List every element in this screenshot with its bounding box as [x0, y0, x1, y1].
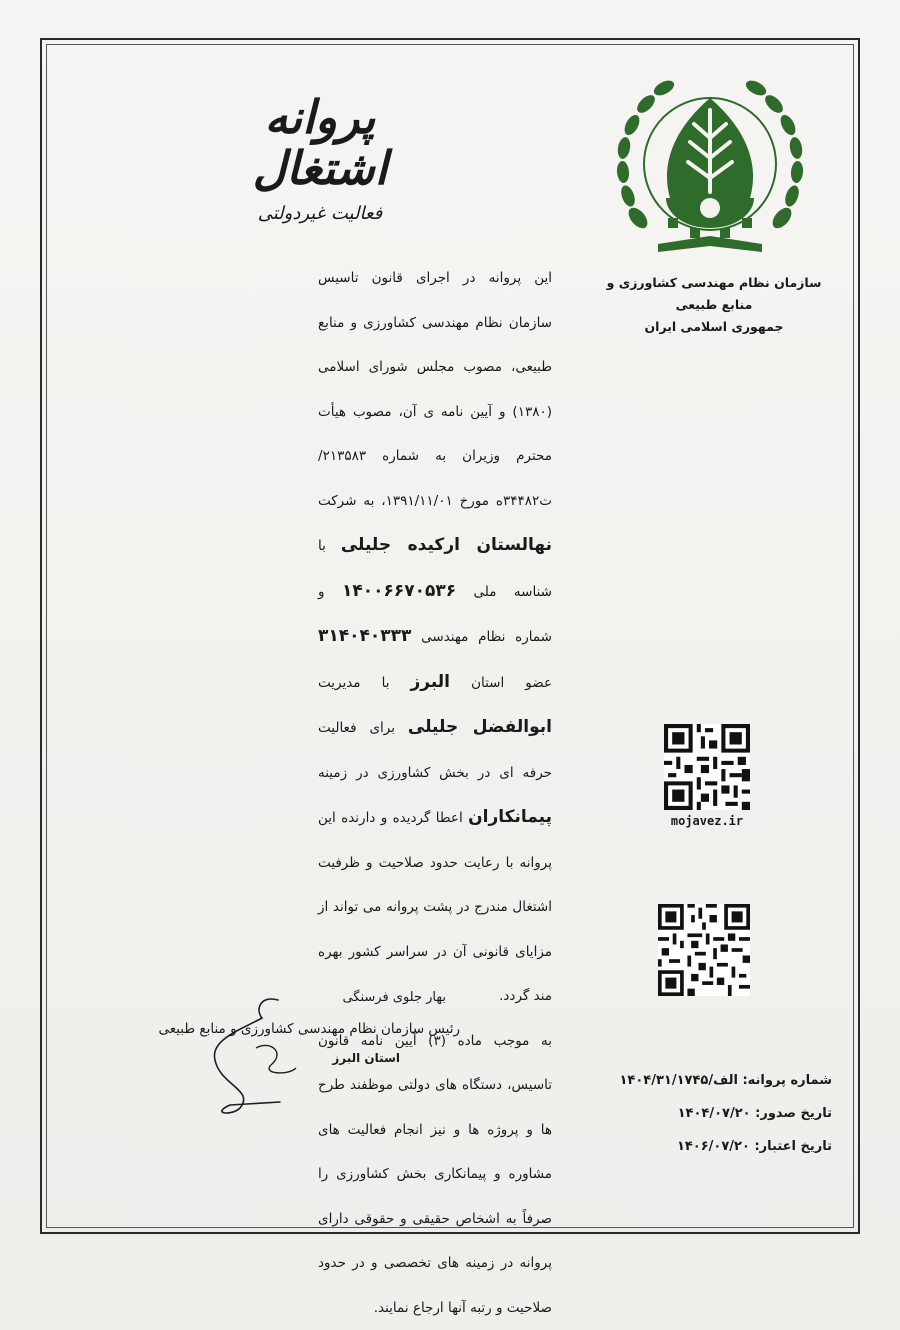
organization-logo-icon: [610, 68, 810, 256]
license-number-row: [588, 1064, 832, 1097]
title-block: [200, 92, 440, 224]
license-info: [588, 1064, 832, 1163]
body-paragraph-2: به موجب ماده (۳) آیین نامه قانون تاسیس، دستگاه های دولتی موظفند طرح ها و پروژه ها و نیز انجام فعالیت های مشاوره و پیمانکاری بخش کشاورزی را صرفاً به اشخاص حقیقی و حقوقی دارای پروانه در زمینه های تخصصی و در حدود صلاحیت و رتبه آنها ارجاع نمایند.: [318, 1019, 552, 1330]
issue-date-value: ۱۴۰۴/۰۷/۲۰: [678, 1106, 751, 1121]
license-number-label: شماره پروانه:: [742, 1073, 832, 1088]
body-text-e: با مدیریت: [318, 675, 389, 691]
certificate-body: [318, 256, 552, 1330]
issue-date-row: [588, 1097, 832, 1130]
manager-name: ابوالفضل جلیلی: [408, 717, 552, 737]
qr-url-text: mojavez.ir: [650, 814, 764, 828]
organization-name-line1: سازمان نظام مهندسی کشاورزی و منابع طبیعی: [590, 272, 838, 316]
issue-date-label: تاریخ صدور:: [755, 1106, 832, 1121]
body-text-g: اعطا گردیده و دارنده این پروانه با رعایت حدود صلاحیت و ظرفیت اشتغال مندرج در پشت پروانه می تواند از مزایای قانونی آن در سراسر کشور بهره مند گردد.: [318, 810, 552, 1004]
certificate-subtitle: فعالیت غیردولتی: [200, 203, 440, 224]
qr-code-2-icon: [658, 904, 750, 996]
certificate-title: پروانه اشتغال: [200, 92, 440, 193]
body-text-c: و شماره نظام مهندسی: [318, 584, 552, 646]
license-number-value: الف/۱۴۰۴/۳۱/۱۷۴۵: [620, 1073, 738, 1088]
body-paragraph-1: [318, 256, 552, 1019]
body-text-f: برای فعالیت حرفه ای در بخش کشاورزی در زمینه: [318, 720, 552, 781]
body-text-b: با شناسه ملی: [318, 538, 552, 600]
organization-name-line2: جمهوری اسلامی ایران: [590, 316, 838, 338]
engineering-number: ۳۱۴۰۴۰۳۳۳: [318, 626, 411, 646]
province-name: البرز: [411, 672, 451, 692]
signatory-name: بهار جلوی فرسنگی: [130, 990, 460, 1005]
company-name: نهالستان ارکیده جلیلی: [341, 535, 552, 555]
activity-field: پیمانکاران: [468, 807, 552, 827]
signatory-title: رئیس سازمان نظام مهندسی کشاورزی و منابع طبیعی: [130, 1021, 460, 1037]
national-id: ۱۴۰۰۶۶۷۰۵۳۶: [342, 581, 456, 601]
expiry-date-label: تاریخ اعتبار:: [754, 1139, 832, 1154]
expiry-date-value: ۱۴۰۶/۰۷/۲۰: [677, 1139, 750, 1154]
body-text-d: عضو استان: [471, 675, 552, 691]
signatory-block: [130, 990, 460, 1065]
body-text-a: این پروانه در اجرای قانون تاسیس سازمان نظام مهندسی کشاورزی و منابع طبیعی، مصوب مجلس شورای اسلامی (۱۳۸۰) و آیین نامه ی آن، مصوب هیأت محترم وزیران به شماره ۲۱۳۵۸۳/ت۳۴۴۸۲ه مورخ ۱۳۹۱/۱۱/۰۱، به شرکت: [318, 270, 552, 509]
organization-name: [590, 272, 838, 338]
qr-code-icon: [664, 724, 750, 810]
signatory-province: استان البرز: [130, 1051, 460, 1065]
expiry-date-row: [588, 1130, 832, 1163]
